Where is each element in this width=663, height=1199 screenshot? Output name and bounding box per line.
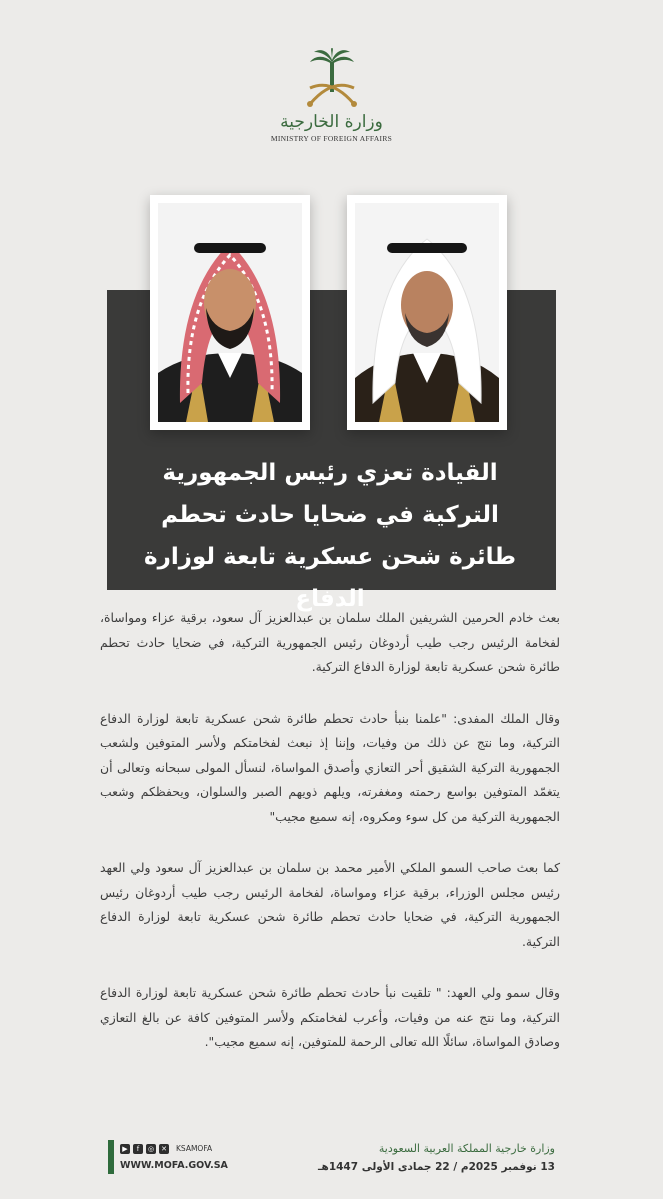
headline-line-2: التركية في ضحايا حادث تحطم bbox=[161, 502, 499, 528]
crown-prince-portrait-illustration bbox=[158, 203, 302, 422]
headline-line-3: طائرة شحن عسكرية تابعة لوزارة الدفاع bbox=[144, 544, 516, 612]
youtube-icon[interactable]: ▶ bbox=[120, 1144, 130, 1154]
footer-date: 13 نوفمبر 2025م / 22 جمادى الأولى 1447هـ bbox=[317, 1161, 555, 1173]
instagram-icon[interactable]: ◎ bbox=[147, 1144, 155, 1153]
ministry-name-arabic: وزارة الخارجية bbox=[280, 112, 383, 132]
paragraph-crown-prince-quote: وقال سمو ولي العهد: " تلقيت نبأ حادث تحطم طائرة شحن عسكرية تابعة لوزارة الدفاع التركية، وما نتج عنه من وفيات، وأعرب لفخامتكم ولأسر المتوفين كافة عن بالغ التعازي وصادق المواساة، سائلًا الله تعالى الرحمة للمتوفين، إنه سميع مجيب". bbox=[100, 985, 560, 1049]
footer-info bbox=[318, 1142, 555, 1173]
headline-line-1: القيادة تعزي رئيس الجمهورية bbox=[162, 460, 498, 486]
facebook-icon[interactable]: f bbox=[133, 1144, 143, 1154]
accent-bar bbox=[108, 1140, 114, 1174]
paragraph-crown-prince-condolence: كما بعث صاحب السمو الملكي الأمير محمد بن سلمان بن عبدالعزيز آل سعود ولي العهد رئيس مجلس الوزراء، برقية عزاء ومواساة، لفخامة الرئيس رجب طيب أردوغان رئيس الجمهورية التركية، في ضحايا حادث تحطم طائرة شحن عسكرية تابعة لوزارة الدفاع التركية. bbox=[100, 860, 560, 949]
headline bbox=[110, 452, 550, 620]
social-links bbox=[120, 1144, 228, 1154]
king-portrait bbox=[347, 195, 507, 430]
social-handle: KSAMOFA bbox=[176, 1144, 213, 1153]
ministry-name-english: MINISTRY OF FOREIGN AFFAIRS bbox=[270, 134, 393, 143]
paragraph-king-quote: وقال الملك المفدى: "علمنا بنبأ حادث تحطم طائرة شحن عسكرية تابعة لوزارة الدفاع التركية، وما نتج عن ذلك من وفيات، وإننا إذ نبعث لفخامتكم ولأسر المتوفين ولشعب الجمهورية التركية الشقيق أحر التعازي وأصدق المواساة، لنسأل المولى سبحانه وتعالى أن يتغمّد المتوفين بواسع رحمته ومغفرته، ويلهم ذويهم الصبر والسلوان، ويحفظكم وشعب الجمهورية التركية من كل سوء ومكروه، إنه سميع مجيب" bbox=[100, 710, 560, 824]
king-portrait-illustration bbox=[355, 203, 499, 422]
paragraph-king-condolence: بعث خادم الحرمين الشريفين الملك سلمان بن عبدالعزيز آل سعود، برقية عزاء ومواساة، لفخامة الرئيس رجب طيب أردوغان رئيس الجمهورية التركية، في ضحايا حادث تحطم طائرة شحن عسكرية تابعة لوزارة الدفاع التركية. bbox=[100, 610, 560, 674]
emblem-palm-swords-icon bbox=[302, 48, 362, 110]
crown-prince-portrait bbox=[150, 195, 310, 430]
footer-social bbox=[108, 1140, 228, 1174]
footer-org-name: وزارة خارجية المملكة العربية السعودية bbox=[378, 1142, 555, 1155]
x-icon[interactable]: ✕ bbox=[159, 1144, 169, 1154]
statement-body bbox=[100, 606, 560, 1082]
ministry-logo bbox=[0, 48, 663, 143]
website-link[interactable]: WWW.MOFA.GOV.SA bbox=[120, 1159, 228, 1171]
